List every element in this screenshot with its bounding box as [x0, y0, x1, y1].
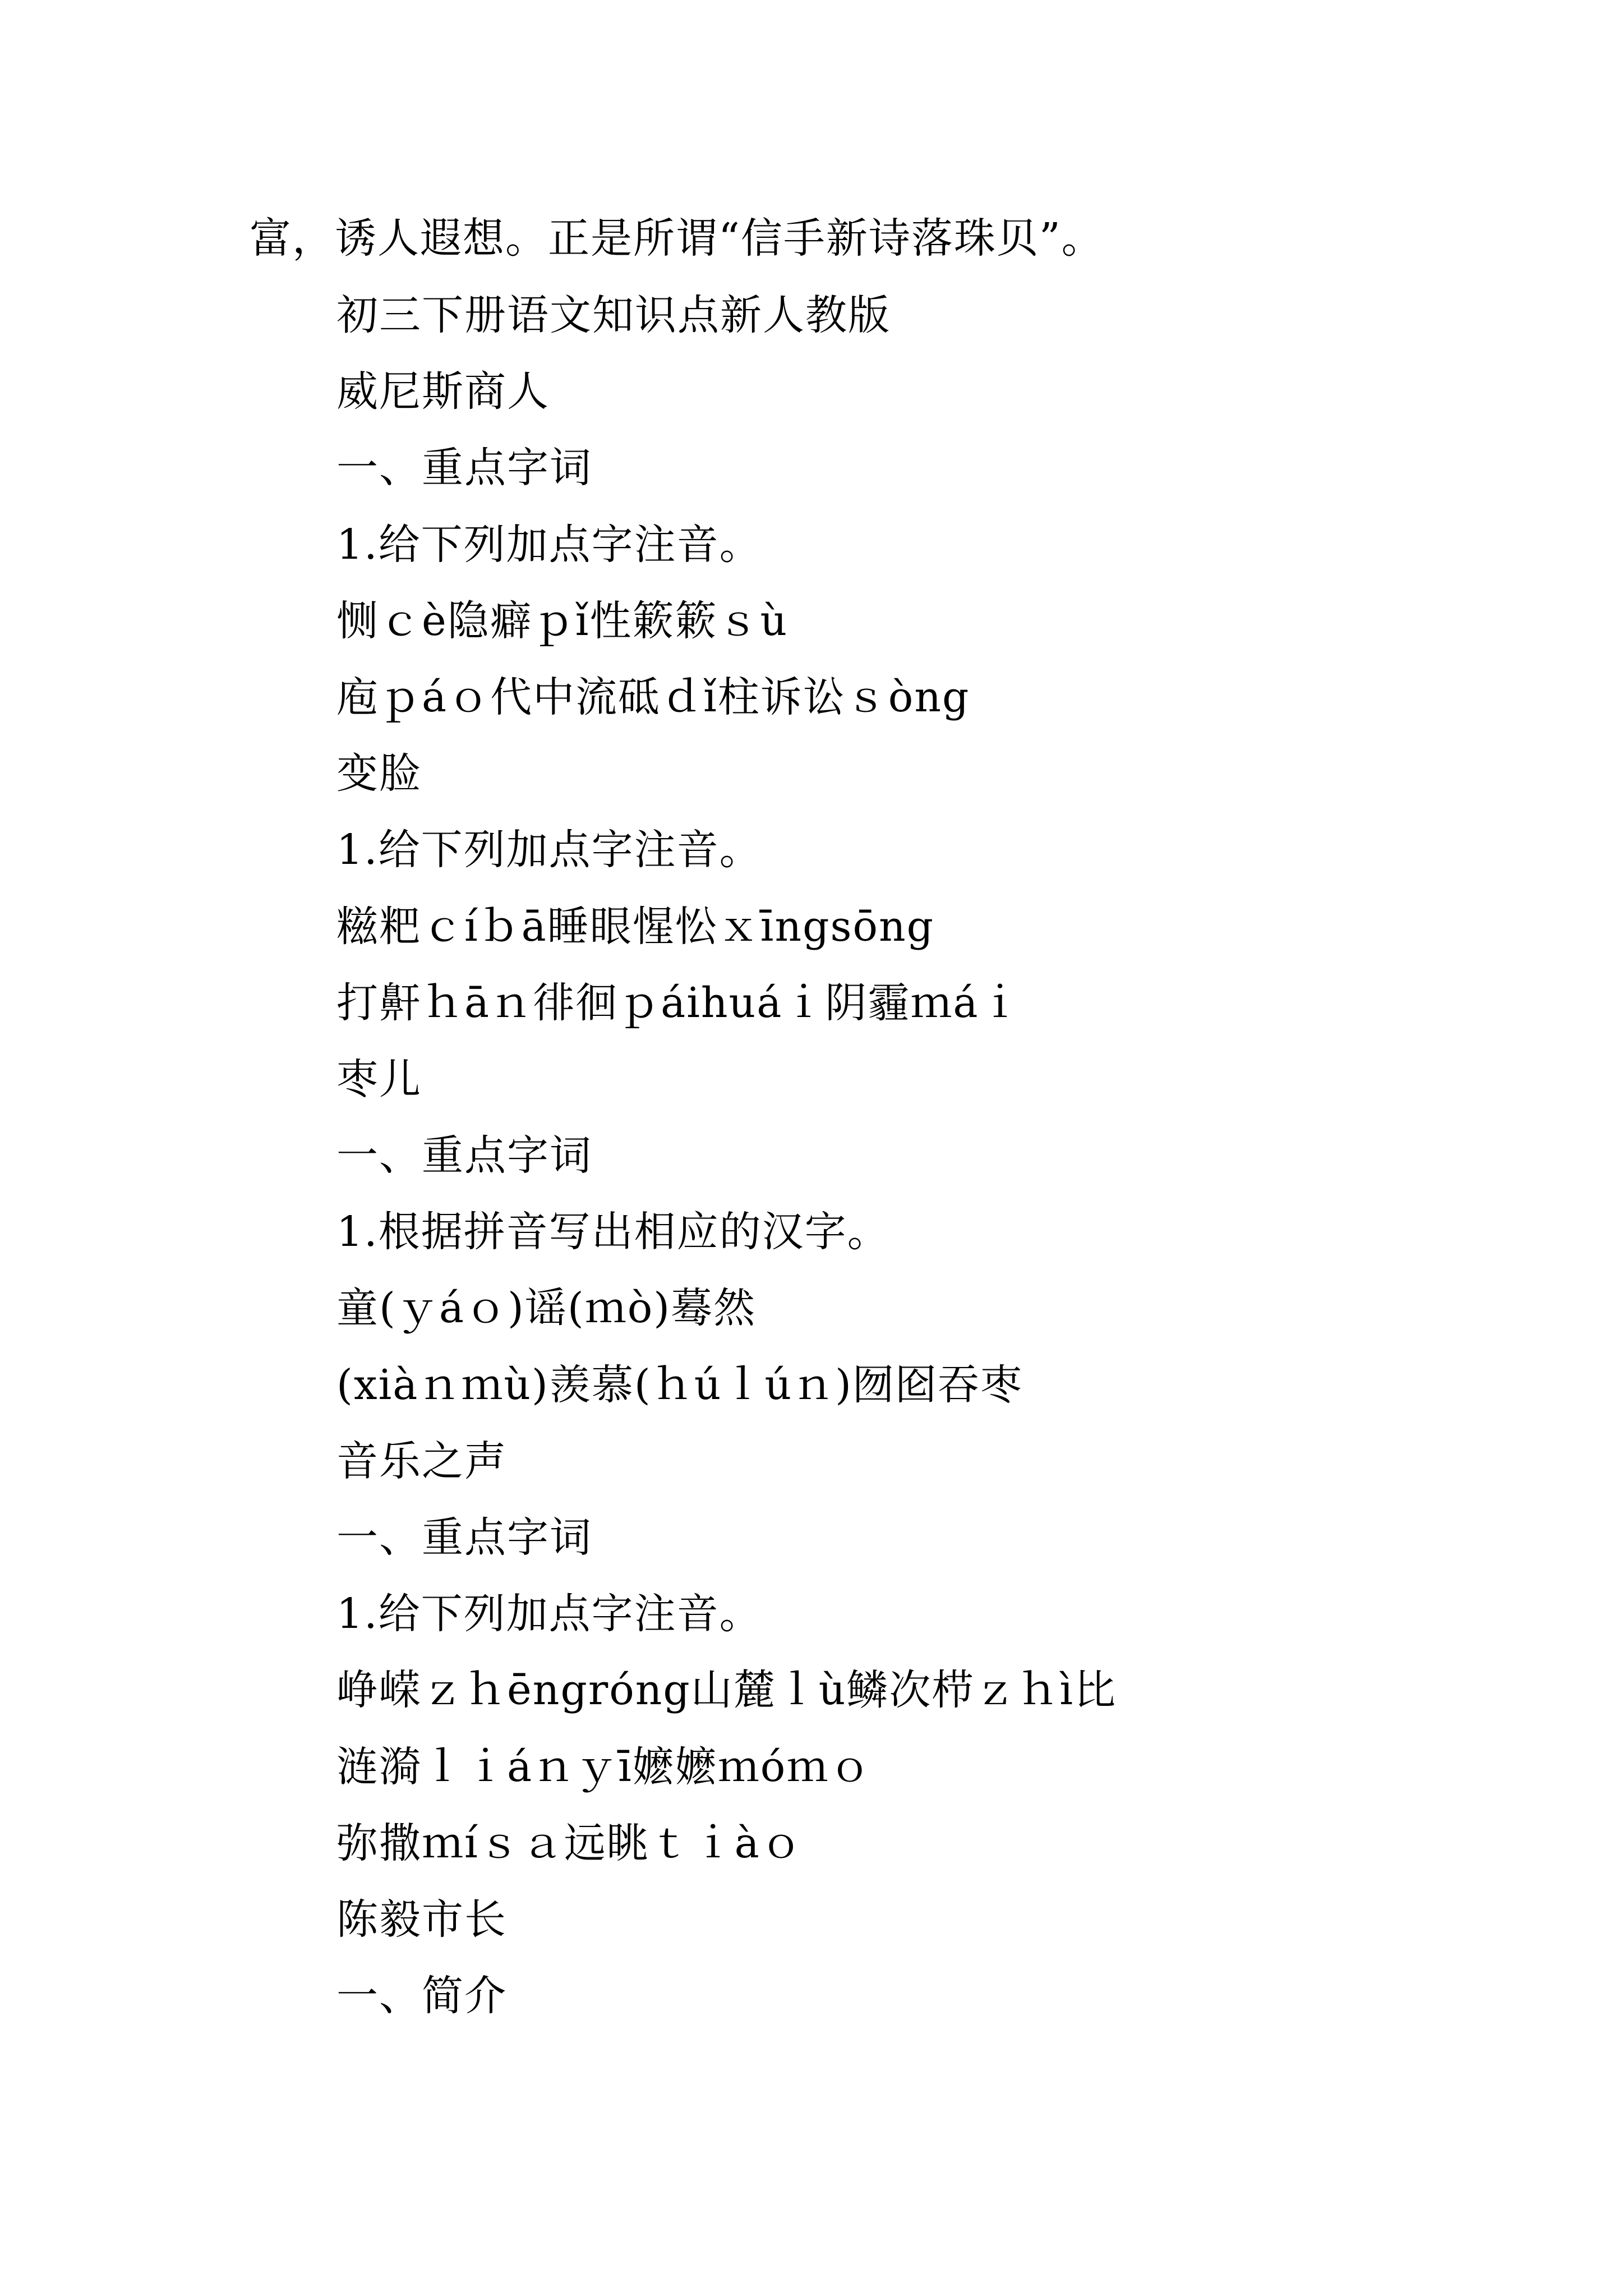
vocab-line: 峥嵘ｚｈēngróng山麓ｌù鳞次栉ｚｈì比 [336, 1666, 1117, 1715]
lesson-title: 枣儿 [336, 1055, 422, 1103]
exercise-prompt: 1.根据拼音写出相应的汉字。 [336, 1208, 890, 1257]
section-heading: 一、重点字词 [336, 444, 592, 493]
section-heading: 一、简介 [336, 1972, 507, 2021]
vocab-line: 弥撒ｍíｓａ远眺ｔｉàｏ [336, 1819, 803, 1867]
vocab-line: 糍粑ｃíｂā睡眼惺忪ｘīngsōng [336, 902, 935, 951]
document-title: 初三下册语文知识点新人教版 [336, 291, 891, 339]
vocab-line: 打鼾ｈāｎ徘徊ｐáihuáｉ阴霾ｍáｉ [336, 978, 1022, 1027]
lesson-title: 威尼斯商人 [336, 367, 550, 416]
exercise-prompt: 1.给下列加点字注音。 [336, 520, 762, 569]
section-heading: 一、重点字词 [336, 1513, 592, 1562]
section-heading: 一、重点字词 [336, 1131, 592, 1180]
exercise-prompt: 1.给下列加点字注音。 [336, 826, 762, 875]
lesson-title: 音乐之声 [336, 1437, 507, 1485]
vocab-line: 涟漪ｌｉáｎｙī嬷嬷ｍóｍｏ [336, 1742, 872, 1791]
vocab-line: 童(ｙáｏ)谣(ｍò)蓦然 [336, 1284, 757, 1333]
vocab-line: 恻ｃè隐癖ｐǐ性簌簌ｓù [336, 596, 789, 645]
vocab-line: 庖ｐáｏ代中流砥ｄǐ柱诉讼ｓòng [336, 673, 970, 721]
document-body [336, 287, 1570, 2044]
lesson-title: 变脸 [336, 749, 422, 798]
vocab-line: (xiàｎｍù)羡慕(ｈúｌúｎ)囫囵吞枣 [336, 1360, 1023, 1409]
continuation-line: 富，诱人遐想。正是所谓“信手新诗落珠贝”。 [250, 214, 1104, 263]
exercise-prompt: 1.给下列加点字注音。 [336, 1590, 762, 1639]
lesson-title: 陈毅市长 [336, 1895, 507, 1944]
